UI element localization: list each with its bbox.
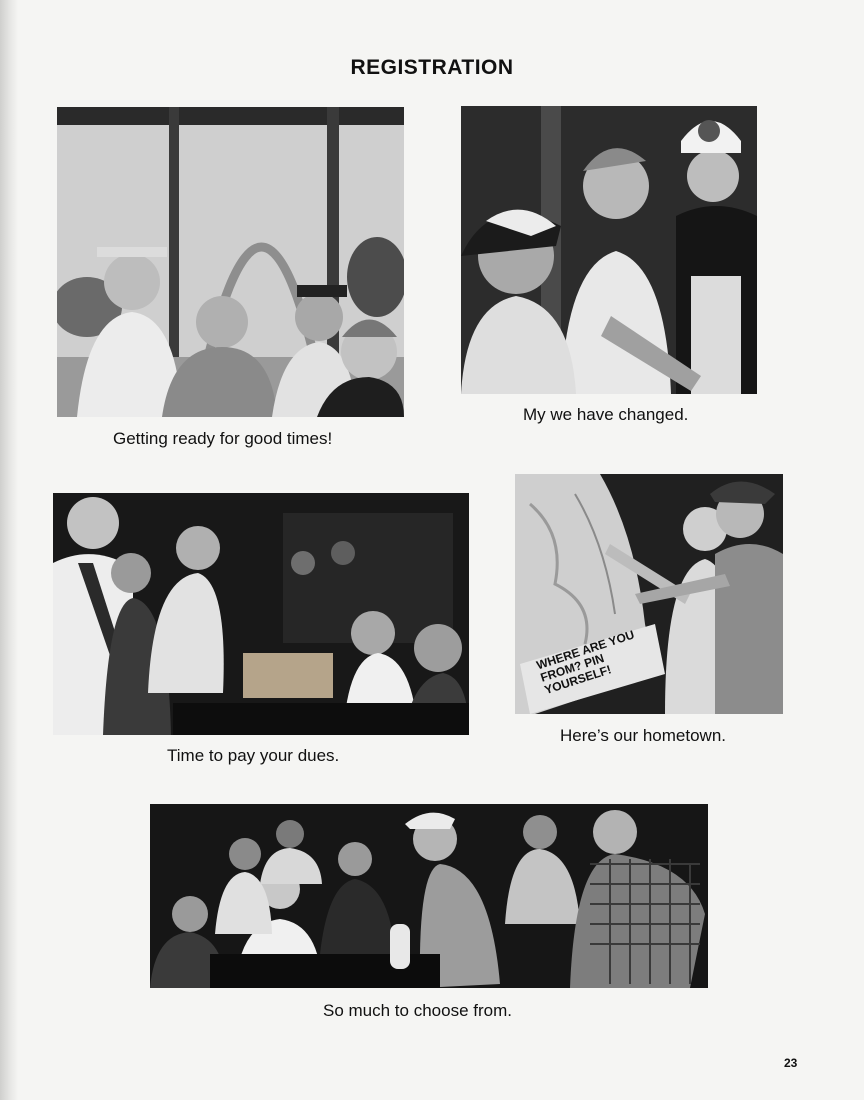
page-number: 23 <box>784 1056 798 1070</box>
caption-we-have-changed: My we have changed. <box>523 405 689 424</box>
sign-where-are-you-from: WHERE ARE YOU FROM? PIN YOURSELF! <box>534 627 637 698</box>
caption-pay-your-dues: Time to pay your dues. <box>167 746 340 765</box>
photo-hometown-map <box>515 474 783 714</box>
page-title: REGISTRATION <box>350 56 514 79</box>
book-spine-shadow <box>0 0 18 1100</box>
photo-much-to-choose <box>150 804 708 988</box>
caption-hometown: Here’s our hometown. <box>560 726 726 745</box>
photo-getting-ready <box>57 107 404 417</box>
photo-we-have-changed <box>461 106 757 394</box>
caption-much-to-choose: So much to choose from. <box>323 1001 512 1020</box>
photo-pay-your-dues <box>53 493 469 735</box>
caption-getting-ready: Getting ready for good times! <box>113 429 333 448</box>
